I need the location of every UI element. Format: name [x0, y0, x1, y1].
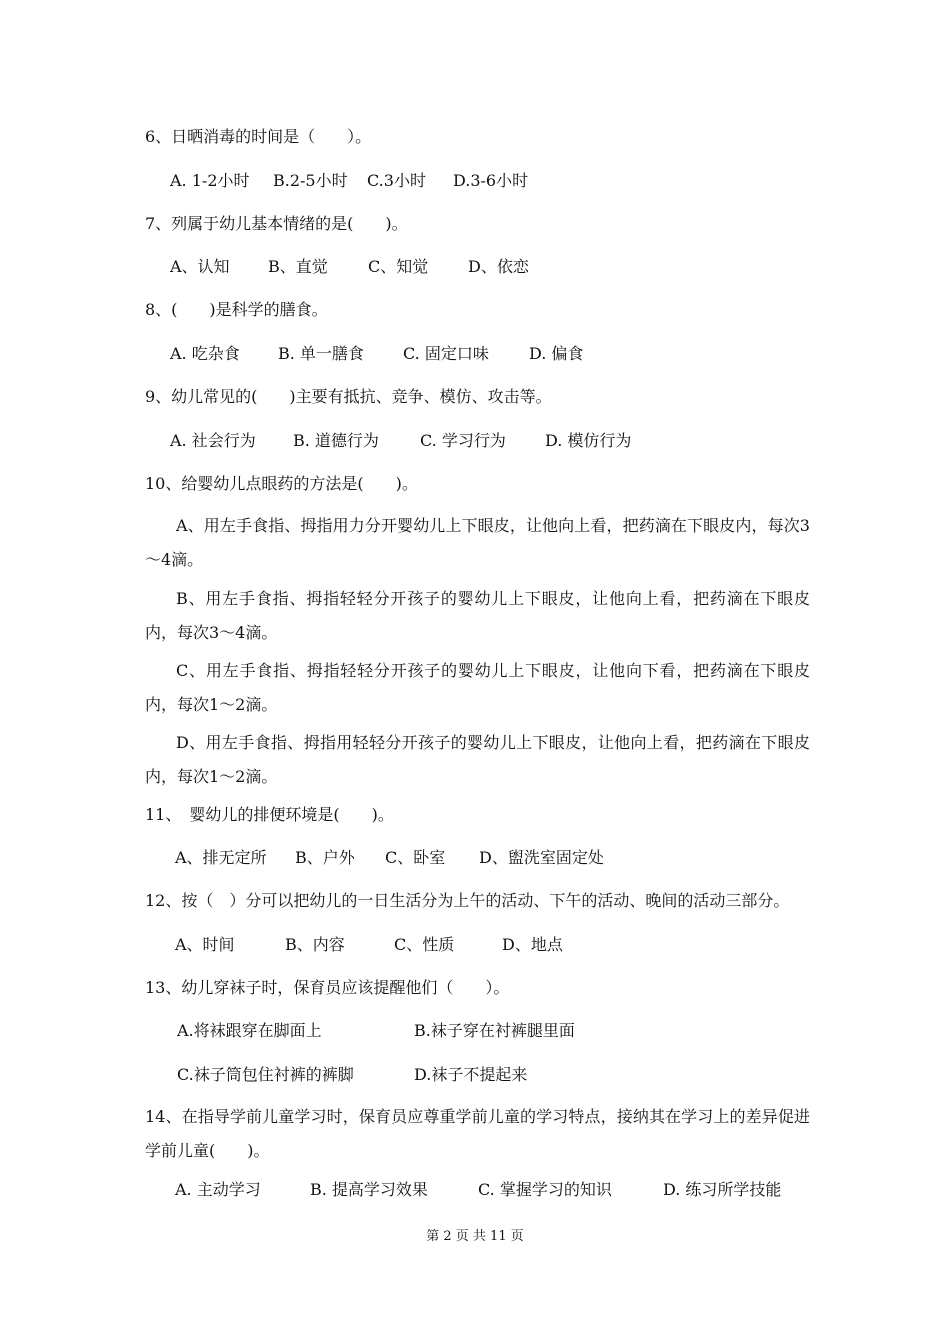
question-7-option-a: A、认知 — [170, 257, 230, 276]
question-9-option-a: A. 社会行为 — [170, 431, 256, 450]
question-8-option-a: A. 吃杂食 — [170, 344, 240, 363]
question-14-option-c: C. 掌握学习的知识 — [478, 1180, 612, 1199]
question-10-option-c: C、用左手食指、拇指轻轻分开孩子的婴幼儿上下眼皮，让他向下看，把药滴在下眼皮内，每次1～2滴。 — [145, 661, 810, 714]
page-number-footer: 第 2 页 共 11 页 — [426, 1229, 524, 1244]
question-13-stem: 13、幼儿穿袜子时，保育员应该提醒他们（ ）。 — [145, 978, 510, 997]
question-14-option-b: B. 提高学习效果 — [310, 1180, 428, 1199]
question-12-option-c: C、性质 — [394, 935, 455, 954]
question-8-option-b: B. 单一膳食 — [278, 344, 364, 363]
question-7-option-b: B、直觉 — [268, 257, 328, 276]
question-7-option-d: D、依恋 — [468, 257, 529, 276]
question-14-option-d: D. 练习所学技能 — [663, 1180, 782, 1199]
question-13-option-b: B.袜子穿在衬裤腿里面 — [414, 1021, 575, 1040]
question-8-option-d: D. 偏食 — [529, 344, 584, 363]
question-6-option-d: D.3-6小时 — [453, 171, 529, 190]
question-13-option-a: A.将袜跟穿在脚面上 — [177, 1021, 322, 1040]
question-12-option-b: B、内容 — [285, 935, 345, 954]
question-6-stem: 6、日晒消毒的时间是（ ）。 — [145, 127, 372, 146]
question-11-option-a: A、排无定所 — [175, 848, 267, 867]
question-12-stem: 12、按（ ）分可以把幼儿的一日生活分为上午的活动、下午的活动、晚间的活动三部分。 — [145, 891, 790, 910]
question-8-stem: 8、( )是科学的膳食。 — [145, 300, 328, 319]
question-13-option-d: D.袜子不提起来 — [414, 1065, 528, 1084]
question-6-option-a: A. 1-2小时 — [170, 171, 250, 190]
question-7-option-c: C、知觉 — [368, 257, 429, 276]
question-8-option-c: C. 固定口味 — [403, 344, 489, 363]
question-11-option-c: C、卧室 — [385, 848, 446, 867]
question-11-option-d: D、盥洗室固定处 — [479, 848, 604, 867]
question-10-option-b: B、用左手食指、拇指轻轻分开孩子的婴幼儿上下眼皮，让他向上看，把药滴在下眼皮内，每次3～4滴。 — [145, 589, 810, 642]
question-6-option-c: C.3小时 — [367, 171, 426, 190]
question-9-option-d: D. 模仿行为 — [545, 431, 632, 450]
question-11-option-b: B、户外 — [295, 848, 355, 867]
question-10-stem: 10、给婴幼儿点眼药的方法是( )。 — [145, 474, 418, 493]
question-12-option-a: A、时间 — [175, 935, 235, 954]
question-9-option-b: B. 道德行为 — [293, 431, 379, 450]
question-9-option-c: C. 学习行为 — [420, 431, 506, 450]
question-11-stem: 11、 婴幼儿的排便环境是( )。 — [145, 805, 394, 824]
question-10-option-a: A、用左手食指、拇指用力分开婴幼儿上下眼皮，让他向上看，把药滴在下眼皮内，每次3～4滴。 — [145, 516, 810, 569]
question-14-option-a: A. 主动学习 — [175, 1180, 261, 1199]
question-10-option-d: D、用左手食指、拇指用轻轻分开孩子的婴幼儿上下眼皮，让他向上看，把药滴在下眼皮内，每次1～2滴。 — [145, 733, 810, 786]
question-13-option-c: C.袜子筒包住衬裤的裤脚 — [177, 1065, 354, 1084]
question-6-option-b: B.2-5小时 — [273, 171, 348, 190]
question-14-stem: 14、在指导学前儿童学习时，保育员应尊重学前儿童的学习特点，接纳其在学习上的差异促进学前儿童( )。 — [145, 1107, 810, 1160]
question-12-option-d: D、地点 — [502, 935, 563, 954]
question-9-stem: 9、幼儿常见的( )主要有抵抗、竞争、模仿、攻击等。 — [145, 387, 552, 406]
question-7-stem: 7、列属于幼儿基本情绪的是( )。 — [145, 214, 408, 233]
